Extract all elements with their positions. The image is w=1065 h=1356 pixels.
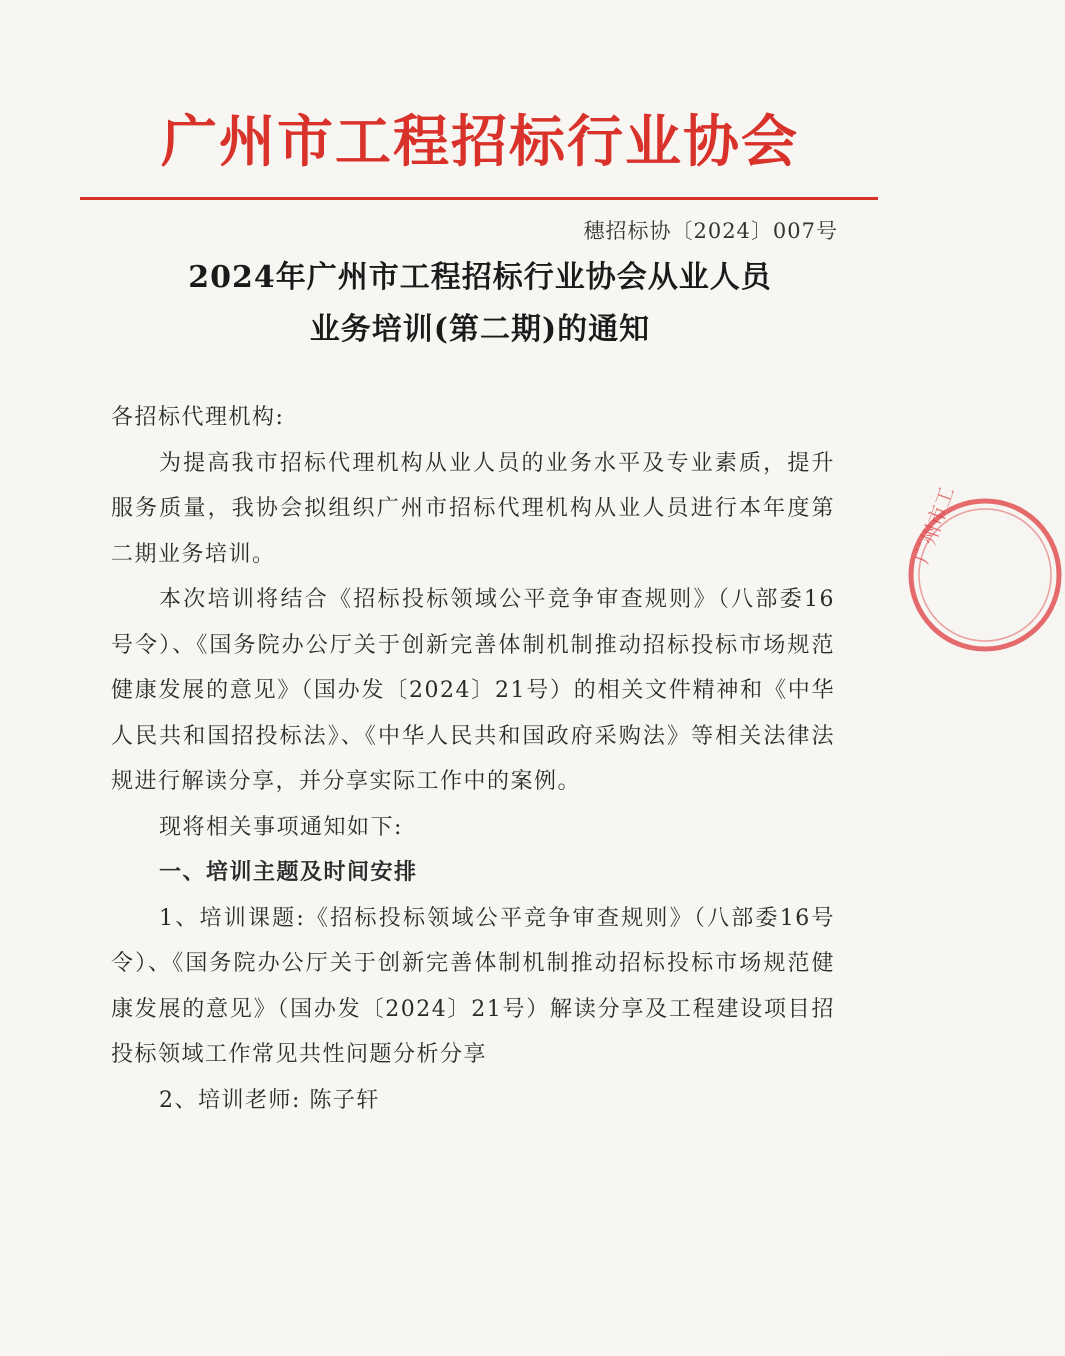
document-title-line-1: 2024年广州市工程招标行业协会从业人员	[188, 260, 772, 295]
document-body	[111, 395, 835, 1123]
document-title-line-2: 业务培训(第二期)的通知	[309, 312, 651, 347]
item-2-teacher: 2、培训老师: 陈子轩	[159, 1087, 380, 1113]
paragraph-purpose: 为提高我市招标代理机构从业人员的业务水平及专业素质，提升服务质量，我协会拟组织广州市招标代理机构从业人员进行本年度第二期业务培训。	[111, 450, 835, 567]
header-divider	[80, 197, 878, 200]
document-number: 穗招标协〔2024〕007号	[583, 219, 838, 243]
item-1-topic: 1、培训课题:《招标投标领域公平竞争审查规则》（八部委16号令）、《国务院办公厅关于创新完善体制机制推动招标投标市场规范健康发展的意见》（国办发〔2024〕21号）解读分享及工程建设项目招投标领域工作常见共性问题分析分享	[111, 905, 835, 1067]
organization-header: 广州市工程招标行业协会	[161, 109, 799, 175]
paragraph-notice: 现将相关事项通知如下:	[159, 814, 403, 840]
paragraph-content: 本次培训将结合《招标投标领域公平竞争审查规则》（八部委16号令）、《国务院办公厅关于创新完善体制机制推动招标投标市场规范健康发展的意见》（国办发〔2024〕21号）的相关文件精神和《中华人民共和国招投标法》、《中华人民共和国政府采购法》等相关法律法规进行解读分享，并分享实际工作中的案例。	[111, 587, 835, 794]
official-seal-stamp	[905, 483, 1065, 655]
salutation: 各招标代理机构:	[111, 405, 285, 430]
seal-text: 广州市工	[909, 483, 960, 567]
section-heading-1: 一、培训主题及时间安排	[159, 859, 418, 885]
